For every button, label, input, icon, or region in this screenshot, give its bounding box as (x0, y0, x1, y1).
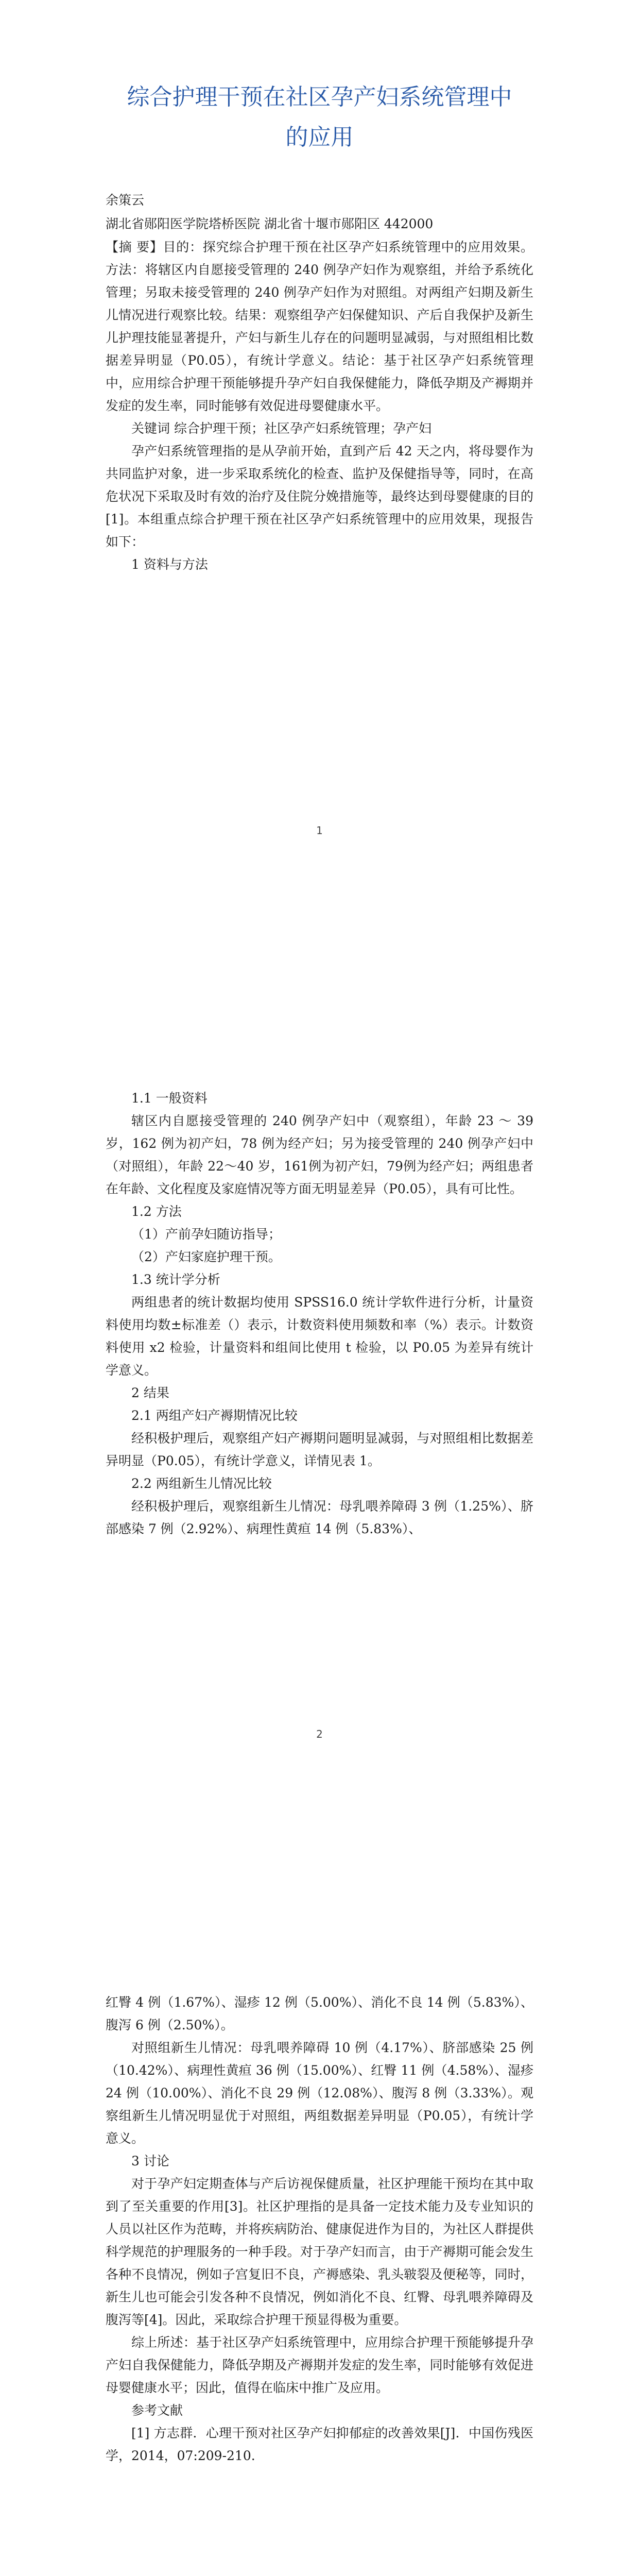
paragraph: 对照组新生儿情况：母乳喂养障碍 10 例（4.17%）、脐部感染 25 例（10.42%）、病理性黄疸 36 例（15.00%）、红臀 11 例（4.58%）、湿疹 24 例（10.00%）、消化不良 29 例（12.08%）、腹泻 8 例（3.33%）。观察组新生儿情况明显优于对照组，两组数据差异明显（P0.05），有统计学意义。 (106, 2040, 533, 2146)
paragraph: 两组患者的统计数据均使用 SPSS16.0 统计学软件进行分析，计量资料使用均数±标准差（）表示，计数资料使用频数和率（%）表示。计数资料使用 x2 检验，计量资料和组间比使用 t 检验，以 P0.05 为差异有统计学意义。 (106, 1295, 533, 1378)
article-title: 综合护理干预在社区孕产妇系统管理中的应用 (127, 84, 512, 150)
paragraph: 2.2 两组新生儿情况比较 (131, 1476, 272, 1491)
paragraph: 2 结果 (131, 1385, 169, 1400)
paragraph: 辖区内自愿接受管理的 240 例孕产妇中（观察组），年龄 23 ～ 39 岁，162 例为初产妇，78 例为经产妇；另为接受管理的 240 例孕产妇中（对照组），年龄 22～40 岁，161例为初产妇，79例为经产妇；两组患者在年龄、文化程度及家庭情况等方面无明显差异（P0.05），具有可比性。 (106, 1113, 533, 1196)
paragraph: 【摘 要】目的：探究综合护理干预在社区孕产妇系统管理中的应用效果。方法：将辖区内自愿接受管理的 240 例孕产妇作为观察组，并给予系统化管理；另取未接受管理的 240 例孕产妇作为对照组。对两组产妇期及新生儿情况进行观察比较。结果：观察组孕产妇保健知识、产后自我保护及新生儿护理技能显著提升，产妇与新生儿存在的问题明显减弱，与对照组相比数据差异明显（P0.05），有统计学意义。结论：基于社区孕产妇系统管理中，应用综合护理干预能够提升孕产妇自我保健能力，降低孕期及产褥期并发症的发生率，同时能够有效促进母婴健康水平。 (106, 240, 533, 413)
page-3-body (106, 1991, 533, 2467)
paragraph: 关键词 综合护理干预；社区孕产妇系统管理；孕产妇 (131, 421, 431, 436)
paragraph: 1.2 方法 (131, 1204, 182, 1219)
paragraph: （2）产妇家庭护理干预。 (131, 1249, 281, 1264)
paragraph: 经积极护理后，观察组新生儿情况：母乳喂养障碍 3 例（1.25%）、脐部感染 7 例（2.92%）、病理性黄疸 14 例（5.83%）、 (106, 1499, 533, 1536)
page-1 (0, 77, 639, 576)
paragraph: 经积极护理后，观察组产妇产褥期问题明显减弱，与对照组相比数据差异明显（P0.05），有统计学意义，详情见表 1。 (106, 1431, 533, 1468)
page-3 (0, 1991, 639, 2467)
paragraph: 综上所述：基于社区孕产妇系统管理中，应用综合护理干预能够提升孕产妇自我保健能力，降低孕期及产褥期并发症的发生率，同时能够有效促进母婴健康水平；因此，值得在临床中推广及应用。 (106, 2335, 533, 2395)
page-number: 2 (316, 1728, 323, 1740)
author-name: 余策云 (106, 193, 145, 208)
paragraph: 1.1 一般资料 (131, 1091, 208, 1106)
paragraph: 3 讨论 (131, 2154, 169, 2168)
paragraph: 参考文献 (131, 2403, 183, 2418)
page-number: 1 (316, 824, 323, 837)
paragraph: 红臀 4 例（1.67%）、湿疹 12 例（5.00%）、消化不良 14 例（5.83%）、腹泻 6 例（2.50%）。 (106, 1995, 533, 2032)
page-1-body (106, 236, 533, 576)
paragraph: 对于孕产妇定期查体与产后访视保健质量，社区护理能干预均在其中取到了至关重要的作用[3]。社区护理指的是具备一定技术能力及专业知识的人员以社区作为范畴，并将疾病防治、健康促进作为目的，为社区人群提供科学规范的护理服务的一种手段。对于孕产妇而言，由于产褥期可能会发生各种不良情况，例如子宫复旧不良，产褥感染、乳头皲裂及便秘等，同时，新生儿也可能会引发各种不良情况，例如消化不良、红臀、母乳喂养障碍及腹泻等[4]。因此，采取综合护理干预显得极为重要。 (106, 2176, 533, 2327)
paragraph: （1）产前孕妇随访指导； (131, 1227, 281, 1242)
paragraph: 1 资料与方法 (131, 557, 208, 572)
author-affiliation: 湖北省郧阳医学院塔桥医院 湖北省十堰市郧阳区 442000 (106, 216, 434, 231)
paragraph: 1.3 统计学分析 (131, 1272, 220, 1287)
page-2 (0, 1087, 639, 1540)
paragraph: [1] 方志群．心理干预对社区孕产妇抑郁症的改善效果[J]．中国伤残医学，2014，07:209-210. (106, 2426, 533, 2463)
paragraph: 2.1 两组产妇产褥期情况比较 (131, 1408, 298, 1423)
paragraph: 孕产妇系统管理指的是从孕前开始，直到产后 42 天之内，将母婴作为共同监护对象，进一步采取系统化的检查、监护及保健指导等，同时，在高危状况下采取及时有效的治疗及住院分娩措施等，最终达到母婴健康的目的[1]。本组重点综合护理干预在社区孕产妇系统管理中的应用效果，现报告如下： (106, 444, 533, 549)
page-2-body (106, 1087, 533, 1540)
